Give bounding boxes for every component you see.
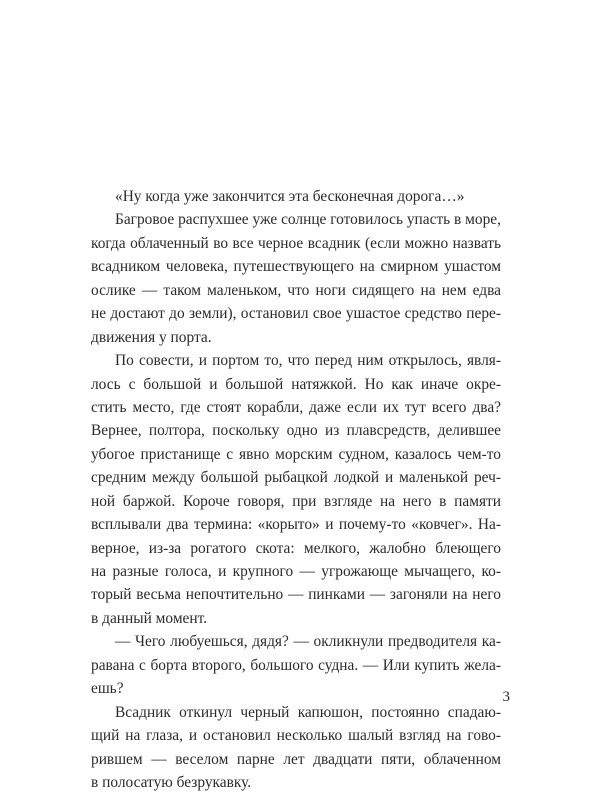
- text-line: в полосатую безрукавку.: [91, 773, 252, 791]
- text-line: не достают до земли), остановил свое ушастое средство пере-: [91, 305, 501, 323]
- text-line: стить место, где стоят корабли, даже если их тут всего два?: [91, 398, 501, 416]
- text-line: щий на глаза, и остановил несколько шалый взгляд на гово-: [91, 727, 501, 745]
- page-number: 3: [502, 689, 510, 705]
- text-line: всплывали два термина: «корыто» и почему-то «ковчег». На-: [91, 516, 501, 534]
- text-line: убогое пристанище с явно морским судном, казалось чем-то: [91, 445, 501, 463]
- text-line: движения у порта.: [91, 328, 212, 346]
- text-line: «Ну когда уже закончится эта бесконечная дорога…»: [115, 188, 465, 205]
- body-text: [91, 185, 501, 794]
- text-line: Всадник откинул черный капюшон, постоянно спадаю-: [115, 703, 501, 721]
- text-line: всадником человека, путешествующего на смирном ушастом: [91, 258, 501, 276]
- text-line: в данный момент.: [91, 609, 208, 627]
- text-line: По совести, и портом то, что перед ним открылось, явля-: [115, 352, 501, 370]
- text-line: ешь?: [91, 680, 124, 698]
- text-line: лось с большой и большой натяжкой. Но как иначе окре-: [91, 375, 501, 393]
- text-line: равана с борта второго, большого судна. — Или купить жела-: [91, 656, 501, 674]
- text-line: ослике — таком маленьком, что ноги сидящего на нем едва: [91, 281, 501, 299]
- text-line: ной баржой. Короче говоря, при взгляде на него в памяти: [91, 492, 501, 510]
- text-line: средним между большой рыбацкой лодкой и маленькой реч-: [91, 469, 501, 487]
- text-line: торый весьма непочтительно — пинками — загоняли на него: [91, 586, 501, 604]
- text-line: — Чего любуешься, дядя? — окликнули предводителя ка-: [115, 633, 501, 651]
- text-line: рившем — веселом парне лет двадцати пяти, облаченном: [91, 750, 501, 768]
- text-line: на разные голоса, и крупного — угрожающе мычащего, ко-: [91, 563, 501, 580]
- text-line: Багровое распухшее уже солнце готовилось упасть в море,: [115, 211, 501, 229]
- text-line: Вернее, полтора, поскольку одно из плавсредств, делившее: [91, 422, 501, 440]
- text-line: когда облаченный во все черное всадник (если можно назвать: [91, 234, 501, 252]
- text-line: верное, из-за рогатого скота: мелкого, жалобно блеющего: [91, 539, 501, 557]
